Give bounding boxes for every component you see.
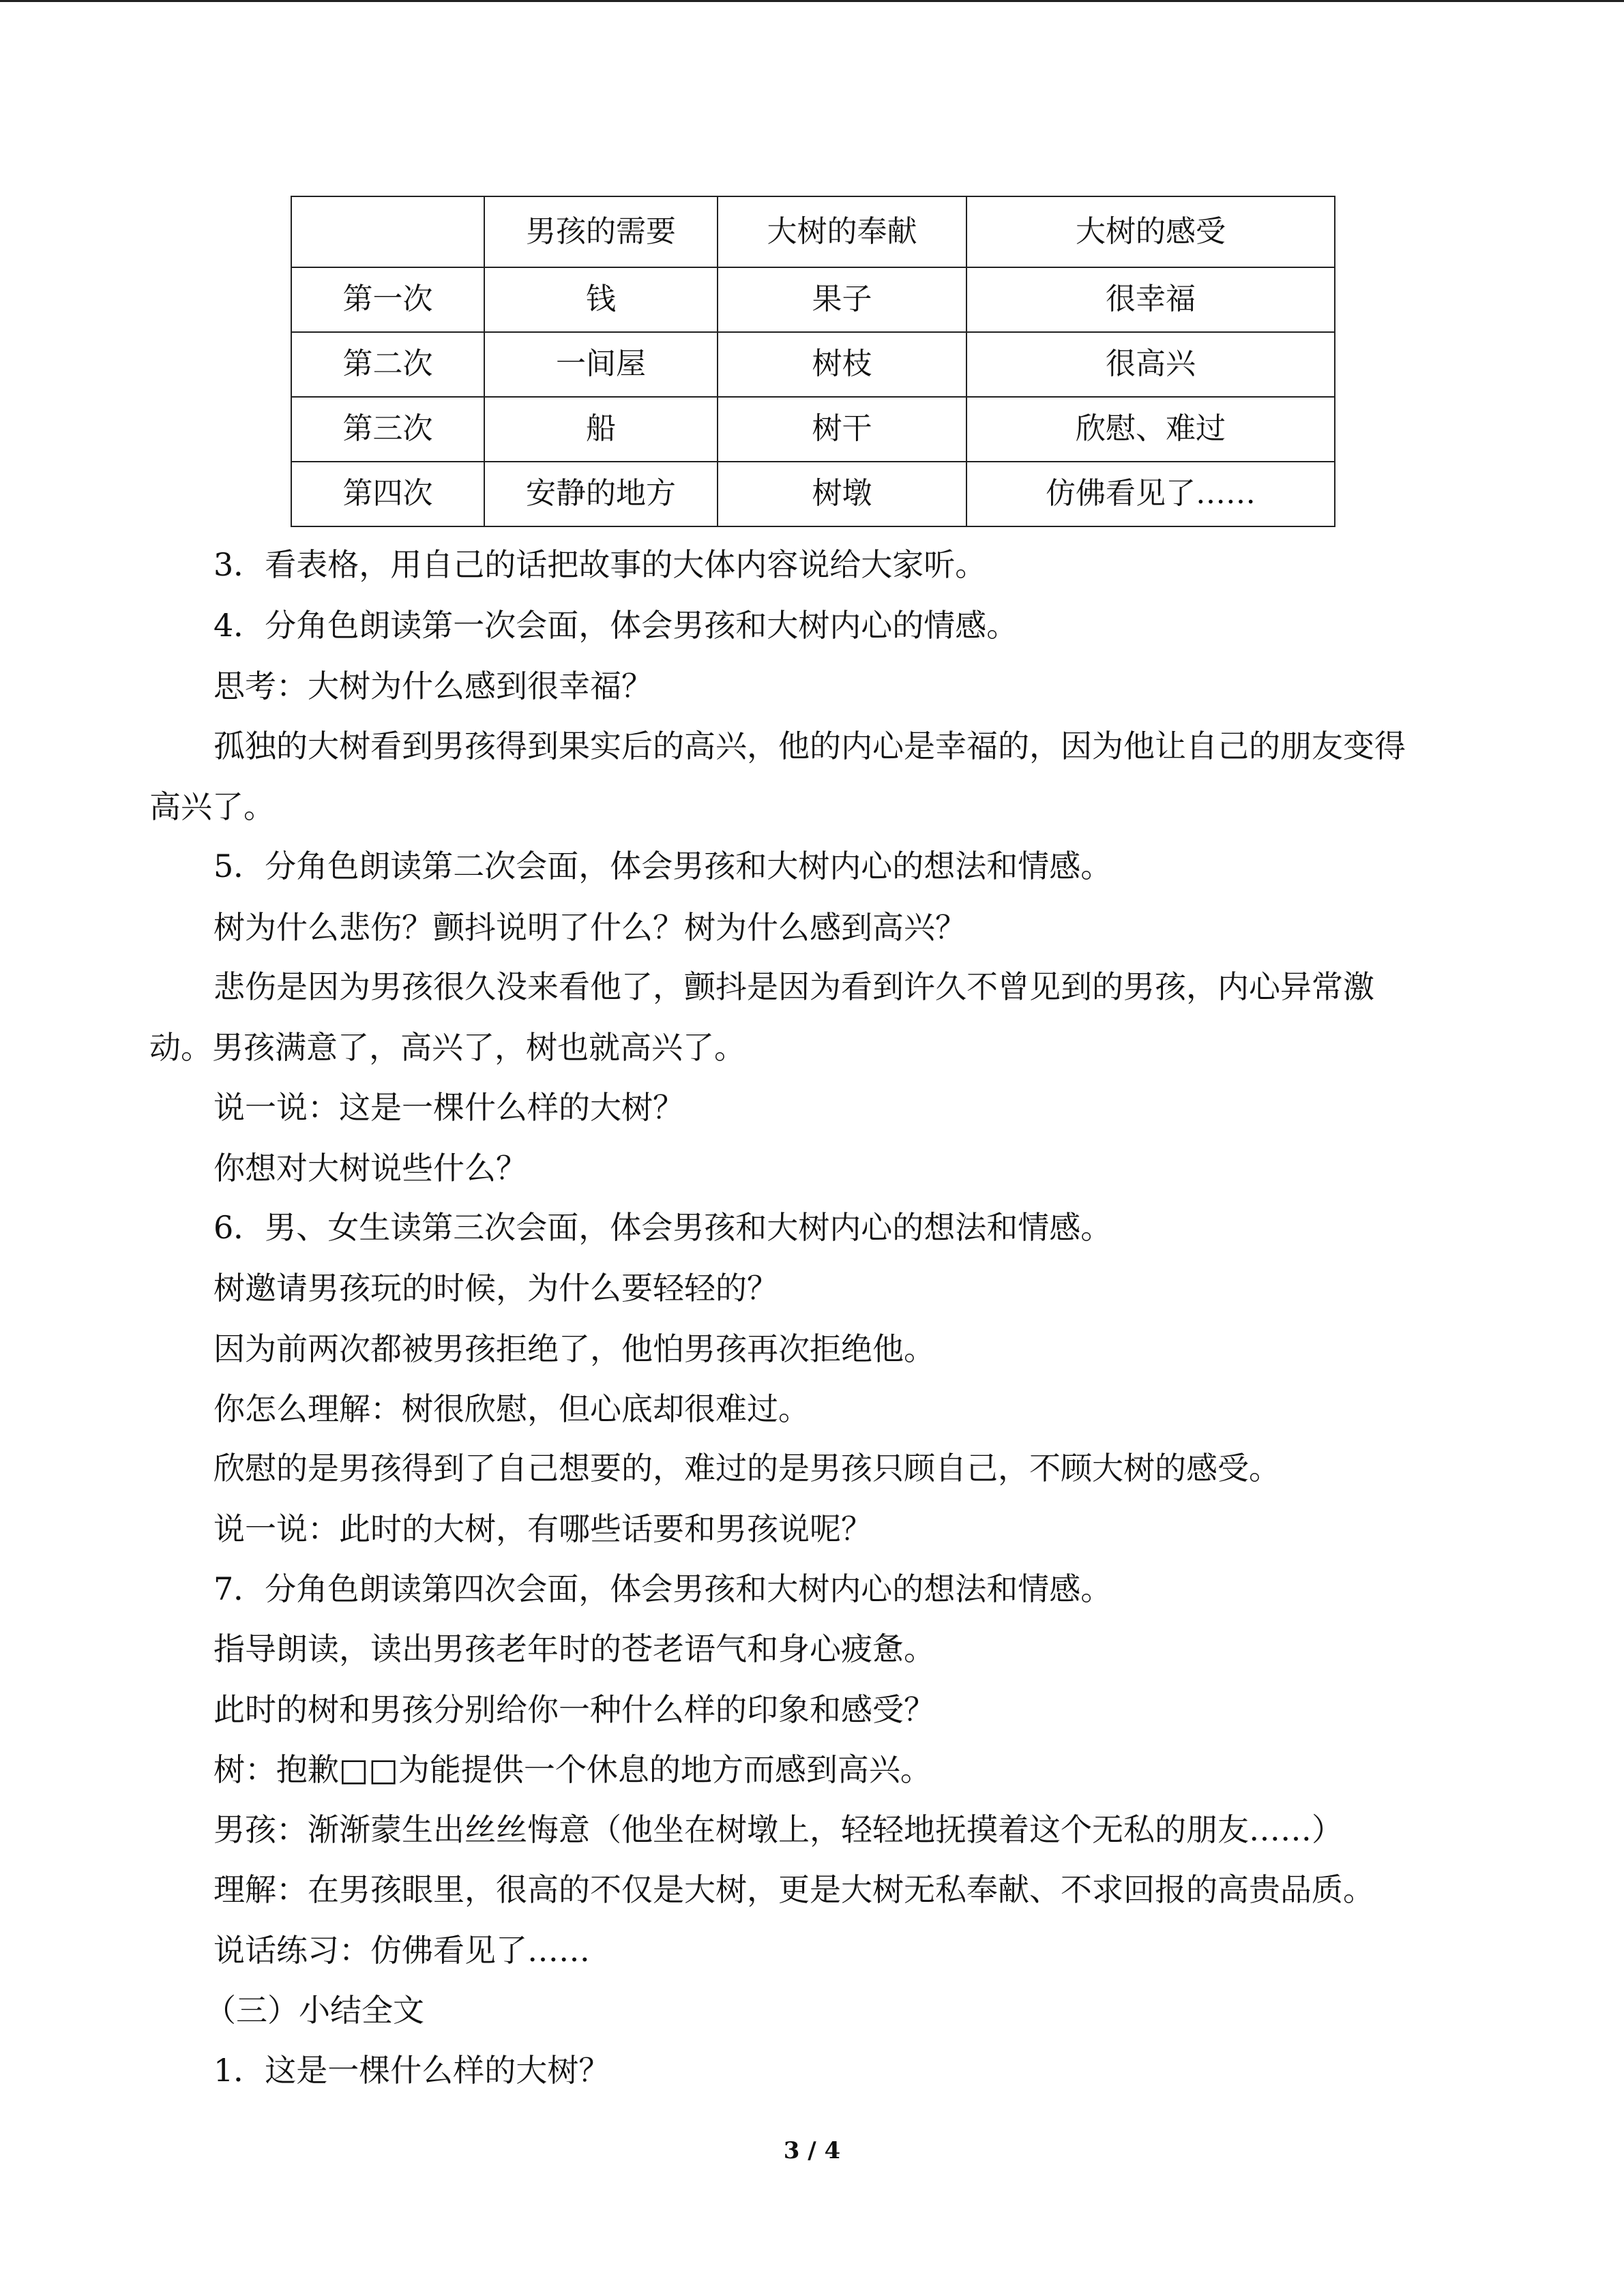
paragraph-line: 指导朗读，读出男孩老年时的苍老语气和身心疲惫。 <box>213 1630 935 1667</box>
paragraph-line: 6．男、女生读第三次会面，体会男孩和大树内心的想法和情感。 <box>213 1209 1112 1246</box>
page-number: 3 / 4 <box>783 2137 841 2164</box>
paragraph-line: 5．分角色朗读第二次会面，体会男孩和大树内心的想法和情感。 <box>213 848 1112 884</box>
paragraph-line: 树邀请男孩玩的时候，为什么要轻轻的？ <box>213 1270 778 1307</box>
section-heading: （三）小结全文 <box>205 1992 424 2029</box>
paragraph-line: 你想对大树说些什么？ <box>213 1150 527 1187</box>
paragraph-line: 理解：在男孩眼里，很高的不仅是大树，更是大树无私奉献、不求回报的高贵品质。 <box>213 1871 1374 1908</box>
table-cell: 一间屋 <box>484 332 718 397</box>
table-cell: 欣慰、难过 <box>966 397 1335 462</box>
paragraph-line: 孤独的大树看到男孩得到果实后的高兴，他的内心是幸福的，因为他让自己的朋友变得 <box>213 728 1406 764</box>
paragraph-line: 思考：大树为什么感到很幸福？ <box>213 668 653 704</box>
table-cell: 树墩 <box>718 462 966 526</box>
table-cell: 安静的地方 <box>484 462 718 526</box>
table-cell: 树干 <box>718 397 966 462</box>
paragraph-line: 说一说：这是一棵什么样的大树？ <box>213 1089 684 1126</box>
table-cell: 第一次 <box>291 267 484 332</box>
table-cell: 第三次 <box>291 397 484 462</box>
paragraph-line: 此时的树和男孩分别给你一种什么样的印象和感受？ <box>213 1691 935 1728</box>
paragraph-line: 1．这是一棵什么样的大树？ <box>213 2052 610 2089</box>
paragraph-line: 你怎么理解：树很欣慰，但心底却很难过。 <box>213 1390 810 1427</box>
paragraph-line: 悲伤是因为男孩很久没来看他了，颤抖是因为看到许久不曾见到的男孩，内心异常激 <box>213 968 1374 1005</box>
paragraph-line: 树：抱歉□□为能提供一个休息的地方而感到高兴。 <box>213 1751 932 1788</box>
paragraph-line: 树为什么悲伤？颤抖说明了什么？树为什么感到高兴？ <box>213 909 966 946</box>
paragraph-line: 3．看表格，用自己的话把故事的大体内容说给大家听。 <box>213 546 987 583</box>
paragraph-line: 7．分角色朗读第四次会面，体会男孩和大树内心的想法和情感。 <box>213 1570 1112 1607</box>
table-cell: 第二次 <box>291 332 484 397</box>
table-header-cell: 大树的奉献 <box>718 196 966 267</box>
table-cell: 树枝 <box>718 332 966 397</box>
paragraph-line: 动。男孩满意了，高兴了，树也就高兴了。 <box>149 1029 745 1066</box>
table-header-cell: 大树的感受 <box>966 196 1335 267</box>
table-cell: 果子 <box>718 267 966 332</box>
table-cell: 钱 <box>484 267 718 332</box>
paragraph-line: 4．分角色朗读第一次会面，体会男孩和大树内心的情感。 <box>213 607 1018 644</box>
table-cell: 很高兴 <box>966 332 1335 397</box>
table-cell: 船 <box>484 397 718 462</box>
paragraph-line: 高兴了。 <box>149 788 275 825</box>
paragraph-line: 男孩：渐渐蒙生出丝丝悔意（他坐在树墩上，轻轻地抚摸着这个无私的朋友……） <box>213 1811 1343 1848</box>
table-cell: 第四次 <box>291 462 484 526</box>
paragraph-line: 说话练习：仿佛看见了…… <box>213 1932 590 1969</box>
paragraph-line: 说一说：此时的大树，有哪些话要和男孩说呢？ <box>213 1510 872 1547</box>
paragraph-line: 因为前两次都被男孩拒绝了，他怕男孩再次拒绝他。 <box>213 1330 935 1367</box>
table-cell: 很幸福 <box>966 267 1335 332</box>
table-cell: 仿佛看见了…… <box>966 462 1335 526</box>
table-header-cell: 男孩的需要 <box>484 196 718 267</box>
paragraph-line: 欣慰的是男孩得到了自己想要的，难过的是男孩只顾自己，不顾大树的感受。 <box>213 1450 1280 1487</box>
